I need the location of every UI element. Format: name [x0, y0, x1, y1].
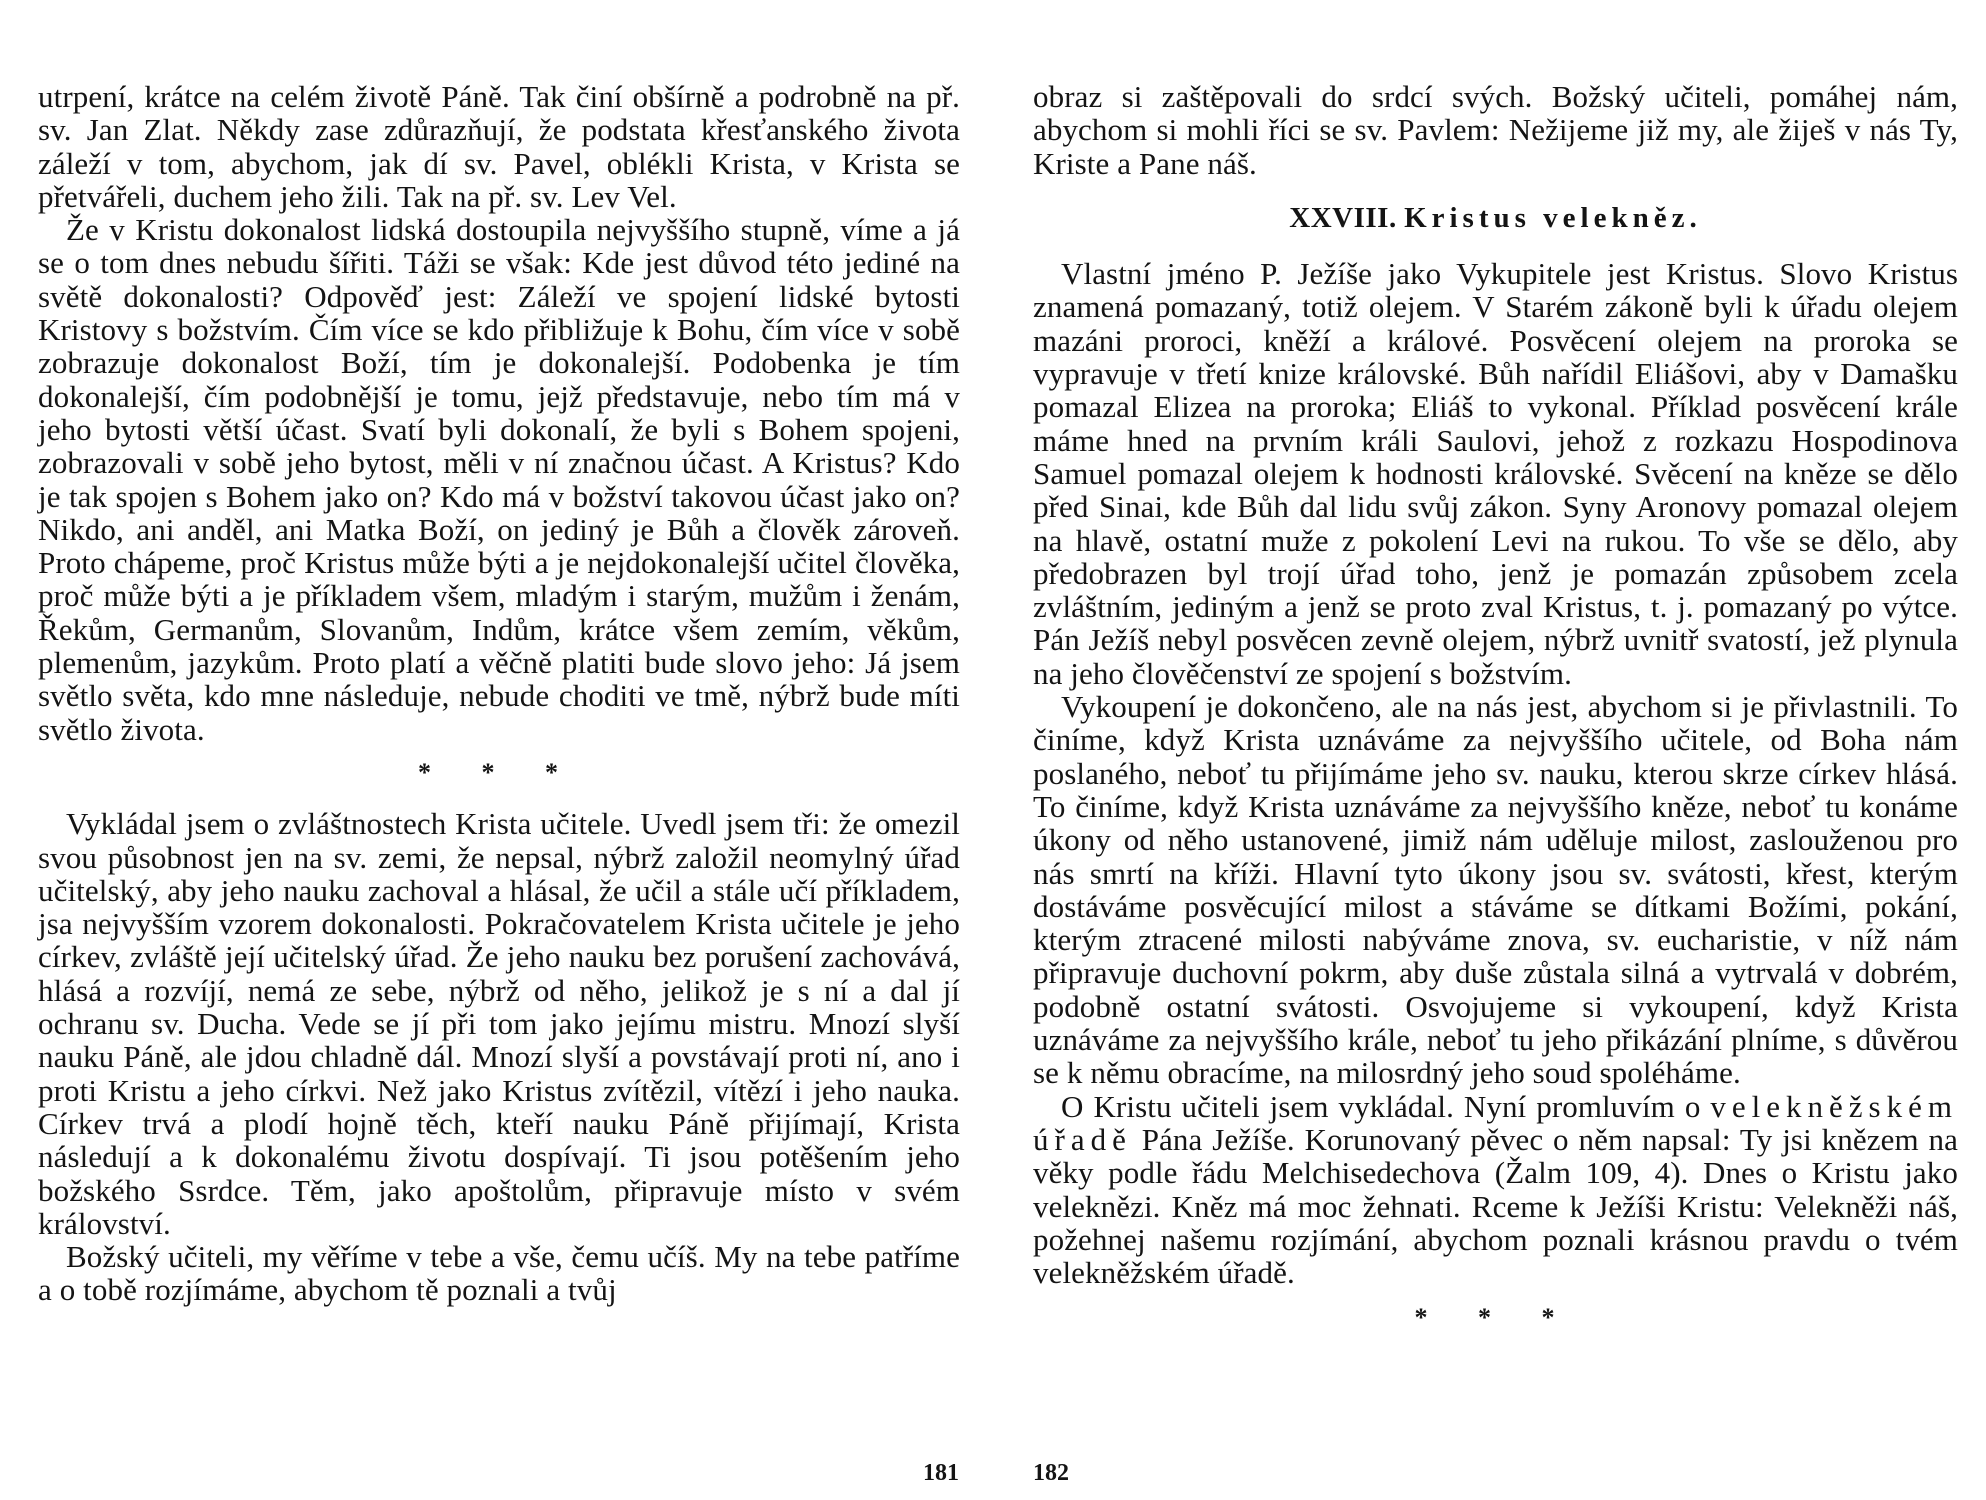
chapter-number: XXVIII. [1289, 201, 1397, 234]
right-paragraph-2: Vykoupení je dokončeno, ale na nás jest, abychom si je přivlastnili. To činíme, když Krista uznáváme za nejvyššího učitele, od Boha nám poslaného, neboť tu přijímáme jeho sv. nauku, kterou skrze církev hlásá. To činíme, když Krista uznáváme za nejvyššího kněze, neboť tu konáme úkony od něho ustanovené, jimiž nám uděluje milost, zaslouženou pro nás smrtí na kříži. Hlavní tyto úkony jsou sv. svátosti, křest, kterým dostáváme posvěcující milost a stáváme se dítkami Božími, pokání, kterým ztracené milosti nabýváme znova, sv. eucharistie, v níž nám připravuje duchovní pokrm, aby duše zůstala silná a vytrvalá v dobrém, podobně ostatní svátosti. Osvojujeme si vykoupení, když Krista uznáváme za nejvyššího krále, neboť tu jeho přikázání plníme, s důvěrou se k němu obracíme, na milosrdný jeho soud spoléháme. [1033, 689, 1958, 1091]
left-paragraph-3: Vykládal jsem o zvláštnostech Krista učitele. Uvedl jsem tři: že omezil svou působnost jen na sv. zemi, že nepsal, nýbrž založil neomylný úřad učitelský, aby jeho nauku zachoval a hlásal, že učil a stále učí příkladem, jsa nejvyšším vzorem dokonalosti. Pokračovatelem Krista učitele je jeho církev, zvláště její učitelský úřad. Že jeho nauku bez porušení zachovává, hlásá a rozvíjí, nemá ze sebe, nýbrž od něho, jelikož je s ní a dal jí ochranu sv. Ducha. Vede se jí při tom jako jejímu mistru. Mnozí slyší nauku Páně, ale jdou chladně dál. Mnozí slyší a povstávají proti ní, ano i proti Kristu a jeho církvi. Než jako Kristus zvítězil, vítězí i jeho nauka. Církev trvá a plodí hojně těch, kteří nauku Páně přijímají, Krista následují a k dokonalému životu dospívají. Ti jsou potěšením jeho božského Ssrdce. Těm, jako apoštolům, připravuje místo v svém království. [38, 806, 960, 1241]
chapter-heading [1033, 202, 1958, 235]
paragraph-3-start: O Kristu učiteli jsem vykládal. Nyní promluvím o [1061, 1088, 1711, 1124]
page-number-right: 182 [1033, 1460, 1069, 1486]
left-paragraph-2: Že v Kristu dokonalost lidská dostoupila nejvyššího stupně, víme a já se o tom dnes nebudu šířiti. Táži se však: Kde jest důvod této jediné na světě dokonalosti? Odpověď jest: Záleží ve spojení lidské bytosti Kristovy s božstvím. Čím více se kdo přibližuje k Bohu, čím více v sobě zobrazuje dokonalost Boží, tím je dokonalejší. Podobenka je tím dokonalejší, čím podobnější je tomu, jejž představuje, nebo tím má v jeho bytosti větší účast. Svatí byli dokonalí, že byli s Bohem spojeni, zobrazovali v sobě jeho bytost, měli v ní značnou účast. A Kristus? Kdo je tak spojen s Bohem jako on? Kdo má v božství takovou účast jako on? Nikdo, ani anděl, ani Matka Boží, on jediný je Bůh a člověk zároveň. Proto chápeme, proč Kristus může býti a je nejdokonalejší učitel člověka, proč může býti a je příkladem všem, mladým i starým, mužům i ženám, Řekům, Germanům, Slovanům, Indům, krátce všem zemím, věkům, plemenům, jazykům. Proto platí a věčně platiti bude slovo jeho: Já jsem světlo světa, kdo mne následuje, nebude choditi ve tmě, nýbrž bude míti světlo života. [38, 212, 960, 747]
section-separator-bottom: * * * [1414, 1303, 1577, 1333]
right-page [993, 0, 1986, 1500]
right-paragraph-1: Vlastní jméno P. Ježíše jako Vykupitele jest Kristus. Slovo Kristus znamená pomazaný, totiž olejem. V Starém zákoně byli k úřadu olejem mazáni proroci, kněží a králové. Posvěcení olejem na proroka se vypravuje v třetí knize královské. Bůh nařídil Eliášovi, aby v Damašku pomazal Elizea na proroka; Eliáš to vykonal. Příklad posvěcení krále máme hned na prvním králi Saulovi, jehož z rozkazu Hospodinova Samuel pomazal olejem k hodnosti královské. Svěcení na kněze se dělo před Sinai, kde Bůh dal lidu svůj zákon. Syny Aronovy pomazal olejem na hlavě, ostatní muže z pokolení Levi na rukou. To vše se dělo, aby předobrazen byl trojí úřad toho, jenž je pomazán způsobem zcela zvláštním, jediným a jenž se proto zval Kristus, t. j. pomazaný po výtce. Pán Ježíš nebyl posvěcen zevně olejem, nýbrž uvnitř svatostí, jež plynula na jeho člověčenství ze spojení s božstvím. [1033, 256, 1958, 691]
left-text-column [38, 80, 960, 1307]
left-paragraph-4: Božský učiteli, my věříme v tebe a vše, čemu učíš. My na tebe patříme a o tobě rozjímáme, abychom tě poznali a tvůj [38, 1239, 960, 1308]
paragraph-3-end: Pána Ježíše. Korunovaný pěvec o něm napsal: Ty jsi knězem na věky podle řádu Melchisedechova (Žalm 109, 4). Dnes o Kristu jako veleknězi. Kněz má moc žehnati. Rceme k Ježíši Kristu: Velekněži náš, požehnej našemu rozjímání, abychom poznali krásnou pravdu o tvém velekněžském úřadě. [1033, 1121, 1958, 1291]
left-paragraph-1: utrpení, krátce na celém životě Páně. Tak činí obšírně a podrobně na př. sv. Jan Zlat. Někdy zase zdůrazňují, že podstata křesťanského života záleží v tom, abychom, jak dí sv. Pavel, oblékli Krista, v Krista se přetvářeli, duchem jeho žili. Tak na př. sv. Lev Vel. [38, 79, 960, 214]
chapter-title: Kristus velekněz. [1404, 201, 1702, 234]
right-text-column [1033, 80, 1958, 1335]
right-paragraph-3 [1033, 1090, 1958, 1290]
right-paragraph-top: obraz si zaštěpovali do srdcí svých. Božský učiteli, pomáhej nám, abychom si mohli říci se sv. Pavlem: Nežijeme již my, ale žiješ v nás Ty, Kriste a Pane náš. [1033, 79, 1958, 181]
spaced-emphasis: velekněžském úřadě [1033, 1088, 1958, 1157]
section-separator: * * * [418, 757, 580, 787]
page-number-left: 181 [923, 1460, 959, 1486]
